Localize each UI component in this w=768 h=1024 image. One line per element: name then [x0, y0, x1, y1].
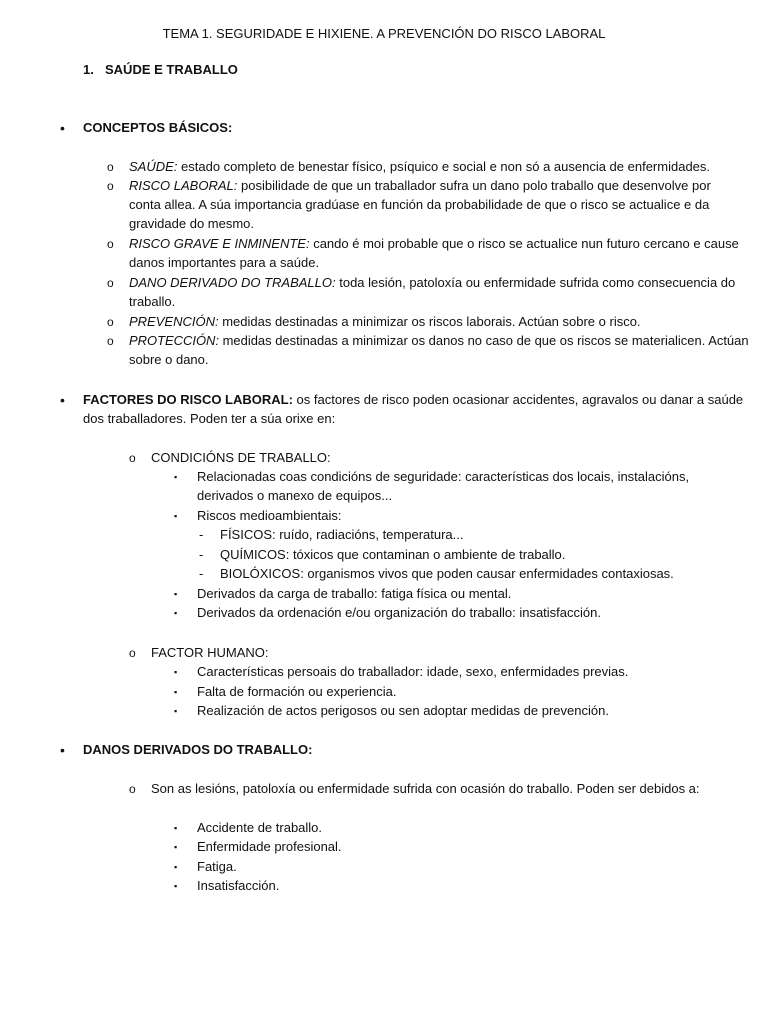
- bullet-square: ▪: [174, 589, 178, 599]
- bullet-circle: o: [107, 315, 114, 329]
- concept-text-cont: danos importantes para a saúde.: [129, 255, 320, 270]
- bullet-square: ▪: [174, 706, 178, 716]
- factores-text-cont: dos traballadores. Poden ter a súa orixe en:: [83, 411, 336, 426]
- bullet-square: ▪: [174, 608, 178, 618]
- condicions-item-cont: derivados o manexo de equipos...: [197, 488, 393, 503]
- bullet-square: ▪: [174, 842, 178, 852]
- concept-term: RISCO LABORAL:: [129, 178, 238, 193]
- danos-label: DANOS DERIVADOS DO TRABALLO:: [83, 742, 313, 757]
- danos-text: Son as lesións, patoloxía ou enfermidade sufrida con ocasión do traballo. Poden ser debidos a:: [151, 781, 700, 796]
- concept-prevencion: [129, 314, 641, 330]
- factor-humano-item: Falta de formación ou experiencia.: [197, 684, 397, 699]
- bullet-square: ▪: [174, 472, 178, 482]
- factor-humano-item: Realización de actos perigosos ou sen adoptar medidas de prevención.: [197, 703, 609, 718]
- concept-text: toda lesión, patoloxía ou enfermidade sufrida como consecuencia do: [335, 275, 736, 290]
- concept-text: medidas destinadas a minimizar os danos no caso de que os riscos se materialicen. Actúan: [219, 333, 749, 348]
- danos-item: Enfermidade profesional.: [197, 839, 342, 854]
- danos-item: Accidente de traballo.: [197, 820, 323, 835]
- concept-risco-laboral: [129, 178, 711, 194]
- bullet-dash: -: [199, 527, 204, 542]
- bullet-circle: o: [107, 179, 114, 193]
- bullet-circle: o: [107, 334, 114, 348]
- concept-term: DANO DERIVADO DO TRABALLO:: [129, 275, 336, 290]
- concept-text: cando é moi probable que o risco se actualice nun futuro cercano e cause: [309, 236, 739, 251]
- risk-type-item: BIOLÓXICOS: organismos vivos que poden causar enfermidades contaxiosas.: [220, 566, 674, 581]
- bullet-circle: o: [107, 276, 114, 290]
- concept-term: RISCO GRAVE E INMINENTE:: [129, 236, 310, 251]
- factor-humano-item: Características persoais do traballador: idade, sexo, enfermidades previas.: [197, 664, 629, 679]
- document-title: TEMA 1. SEGURIDADE E HIXIENE. A PREVENCIÓN DO RISCO LABORAL: [162, 26, 606, 41]
- bullet-square: ▪: [174, 687, 178, 697]
- bullet-square: ▪: [174, 667, 178, 677]
- bullet-circle: o: [129, 451, 136, 465]
- concept-text: posibilidade de que un traballador sufra un dano polo traballo que desenvolve por: [237, 178, 711, 193]
- condicions-item: Relacionadas coas condicións de seguridade: características dos locais, instalacións,: [197, 469, 690, 484]
- bullet-dot: •: [60, 120, 65, 136]
- bullet-dash: -: [199, 547, 204, 562]
- bullet-square: ▪: [174, 511, 178, 521]
- bullet-dash: -: [199, 566, 204, 581]
- condicions-item: Riscos medioambientais:: [197, 508, 342, 523]
- condicions-item: Derivados da ordenación e/ou organización do traballo: insatisfacción.: [197, 605, 601, 620]
- bullet-circle: o: [129, 782, 136, 796]
- concept-dano-derivado: [129, 275, 735, 291]
- condicions-item: Derivados da carga de traballo: fatiga física ou mental.: [197, 586, 512, 601]
- concept-proteccion: [129, 333, 749, 349]
- factor-humano-label: FACTOR HUMANO:: [151, 645, 269, 660]
- conceptos-label: CONCEPTOS BÁSICOS:: [83, 120, 233, 135]
- concept-text-cont: traballo.: [129, 294, 176, 309]
- concept-text: medidas destinadas a minimizar os riscos laborais. Actúan sobre o risco.: [218, 314, 641, 329]
- concept-text: estado completo de benestar físico, psíquico e social e non só a ausencia de enfermidades.: [177, 159, 711, 174]
- bullet-dot: •: [60, 392, 65, 408]
- factores-paragraph: [83, 392, 743, 408]
- bullet-square: ▪: [174, 862, 178, 872]
- concept-risco-grave: [129, 236, 739, 252]
- bullet-square: ▪: [174, 881, 178, 891]
- danos-item: Fatiga.: [197, 859, 237, 874]
- bullet-circle: o: [129, 646, 136, 660]
- section-number: 1.: [83, 62, 94, 77]
- concept-term: SAÚDE:: [129, 159, 178, 174]
- danos-item: Insatisfacción.: [197, 878, 280, 893]
- concept-text-cont: gravidade do mesmo.: [129, 216, 255, 231]
- factores-label: FACTORES DO RISCO LABORAL:: [83, 392, 293, 407]
- concept-text-cont: sobre o dano.: [129, 352, 209, 367]
- condicions-label: CONDICIÓNS DE TRABALLO:: [151, 450, 331, 465]
- bullet-square: ▪: [174, 823, 178, 833]
- factores-text: os factores de risco poden ocasionar accidentes, agravalos ou danar a saúde: [292, 392, 744, 407]
- bullet-dot: •: [60, 742, 65, 758]
- bullet-circle: o: [107, 160, 114, 174]
- risk-type-item: QUÍMICOS: tóxicos que contaminan o ambiente de traballo.: [220, 547, 566, 562]
- concept-saude: [129, 159, 710, 175]
- section-heading: SAÚDE E TRABALLO: [105, 62, 238, 77]
- concept-term: PROTECCIÓN:: [129, 333, 220, 348]
- risk-type-item: FÍSICOS: ruído, radiacións, temperatura...: [220, 527, 464, 542]
- bullet-circle: o: [107, 237, 114, 251]
- concept-text-cont: conta allea. A súa importancia gradúase en función da probabilidade de que o risco se actualice e da: [129, 197, 710, 212]
- concept-term: PREVENCIÓN:: [129, 314, 219, 329]
